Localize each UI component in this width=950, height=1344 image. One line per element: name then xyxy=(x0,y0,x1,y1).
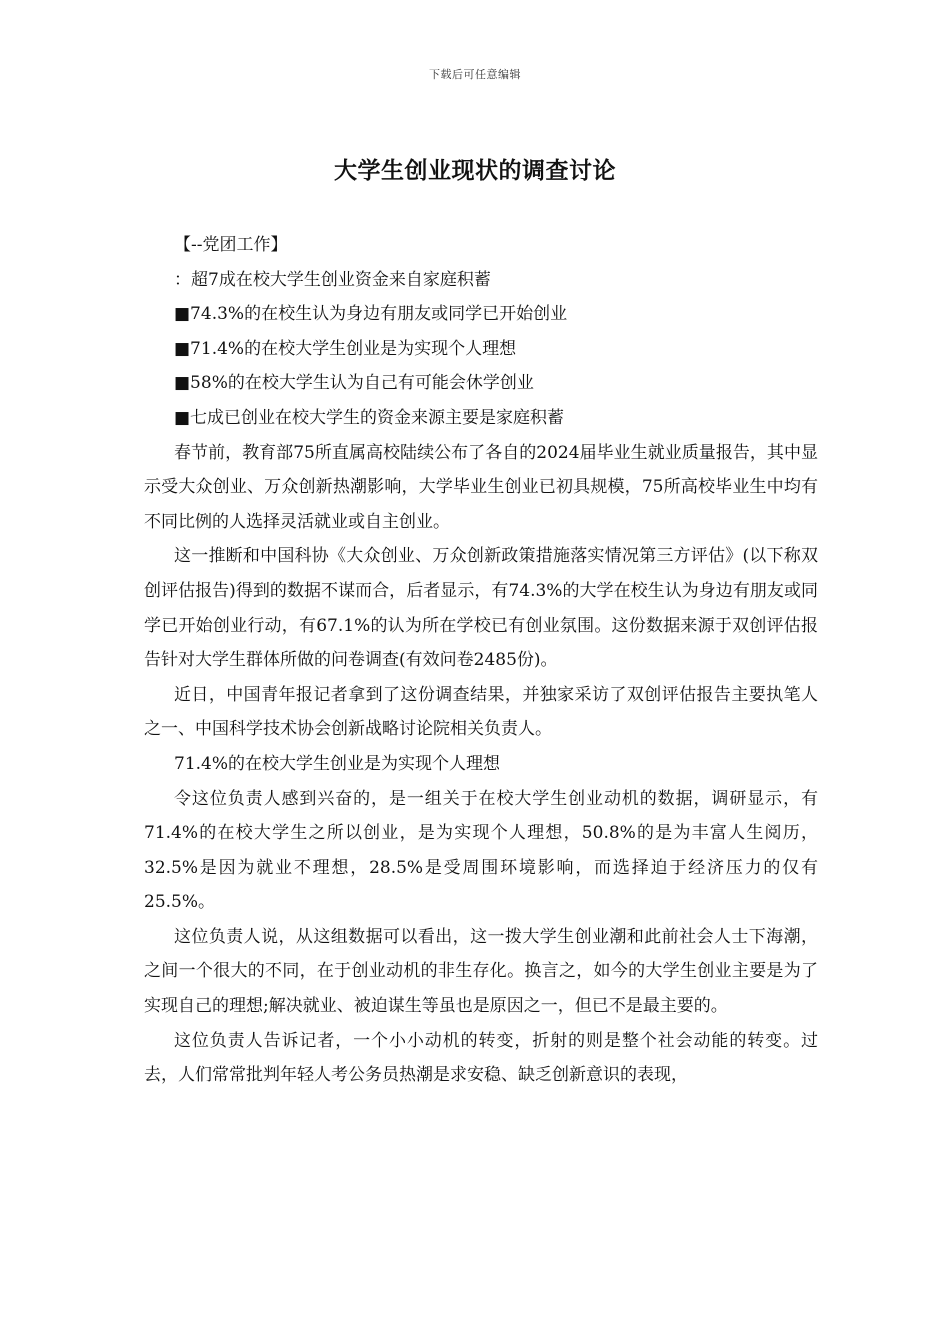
document-title: 大学生创业现状的调查讨论 xyxy=(334,158,616,184)
paragraph-summary-lead: ：超7成在校大学生创业资金来自家庭积蓄 xyxy=(174,269,491,290)
paragraph-subheading: 71.4%的在校大学生创业是为实现个人理想 xyxy=(174,753,501,774)
paragraph-body-3: 近日，中国青年报记者拿到了这份调查结果，并独家采访了双创评估报告主要执笔人之一、中国科学技术协会创新战略讨论院相关负责人。 xyxy=(144,684,818,740)
paragraph-body-5: 这位负责人说，从这组数据可以看出，这一拨大学生创业潮和此前社会人士下海潮，之间一个很大的不同，在于创业动机的非生存化。换言之，如今的大学生创业主要是为了实现自己的理想;解决就业、被迫谋生等虽也是原因之一，但已不是最主要的。 xyxy=(144,926,818,1017)
paragraph-bullet-4: ■七成已创业在校大学生的资金来源主要是家庭积蓄 xyxy=(174,407,565,428)
paragraph-body-6: 这位负责人告诉记者，一个小小动机的转变，折射的则是整个社会动能的转变。过去，人们常常批判年轻人考公务员热潮是求安稳、缺乏创新意识的表现， xyxy=(144,1030,818,1086)
paragraph-bullet-3: ■58%的在校大学生认为自己有可能会休学创业 xyxy=(174,373,534,394)
paragraph-body-1: 春节前，教育部75所直属高校陆续公布了各自的2024届毕业生就业质量报告，其中显示受大众创业、万众创新热潮影响，大学毕业生创业已初具规模，75所高校毕业生中均有不同比例的人选择灵活就业或自主创业。 xyxy=(144,442,818,532)
paragraph-bullet-1: ■74.3%的在校生认为身边有朋友或同学已开始创业 xyxy=(174,304,568,325)
header-note: 下载后可任意编辑 xyxy=(429,68,521,81)
paragraph-body-4: 令这位负责人感到兴奋的，是一组关于在校大学生创业动机的数据，调研显示，有71.4%的在校大学生之所以创业，是为实现个人理想，50.8%的是为丰富人生阅历，32.5%是因为就业不理想，28.5%是受周围环境影响，而选择迫于经济压力的仅有25.5%。 xyxy=(144,788,818,913)
document-body xyxy=(144,228,818,1093)
paragraph-bullet-2: ■71.4%的在校大学生创业是为实现个人理想 xyxy=(174,338,517,359)
paragraph-section-tag: 【--党团工作】 xyxy=(174,235,288,255)
paragraph-body-2: 这一推断和中国科协《大众创业、万众创新政策措施落实情况第三方评估》(以下称双创评估报告)得到的数据不谋而合，后者显示，有74.3%的大学在校生认为身边有朋友或同学已开始创业行动，有67.1%的认为所在学校已有创业氛围。这份数据来源于双创评估报告针对大学生群体所做的问卷调查(有效问卷2485份)。 xyxy=(144,546,818,671)
